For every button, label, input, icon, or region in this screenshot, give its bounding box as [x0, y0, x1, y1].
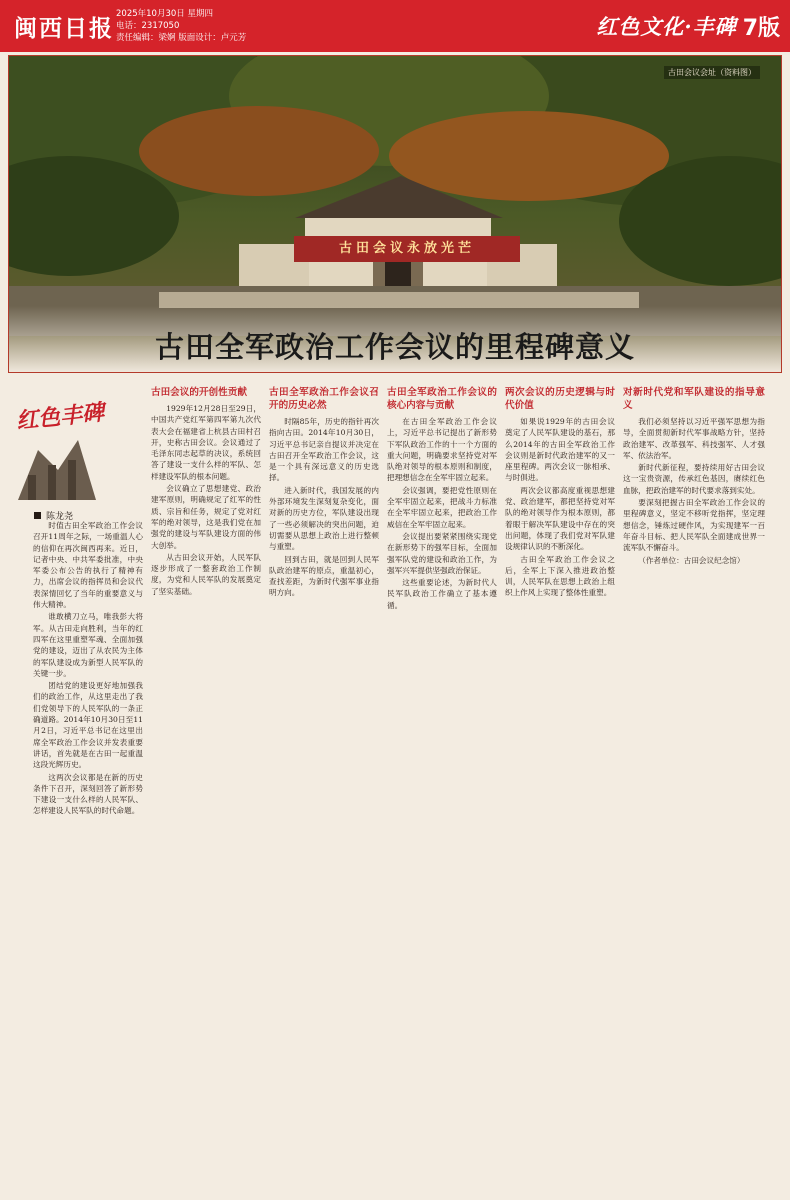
masthead: 闽西日报: [14, 15, 114, 42]
paragraph: 会议确立了思想建党、政治建军原则，明确规定了红军的性质、宗旨和任务，规定了党对红军的绝对领导，这是我们党在加强党的建设与军队建设方面的伟大创举。: [151, 484, 261, 550]
author-affiliation: （作者单位：古田会议纪念馆）: [638, 555, 745, 565]
section-heading: 古田会议的开创性贡献: [151, 387, 247, 398]
paragraph: 从古田会议开始，人民军队逐步形成了一整套政治工作制度，为党和人民军队的发展奠定了坚实基础。: [151, 552, 261, 596]
phone: 电话：2317050: [116, 21, 180, 31]
paragraph: 谁敢横刀立马，唯我彭大将军。从古田走向胜利，当年的红四军在这里重塑军魂、全面加强党的建设，迈出了从农民为主体的军队建设成为新型人民军队的关键一步。: [33, 612, 143, 678]
paragraph: 1929年12月28日至29日，中国共产党红军第四军第九次代表大会在福建省上杭县古田村召开，史称古田会议。会议通过了毛泽东同志起草的决议，系统回答了建设一支什么样的军队、怎样建设军队的根本问题。: [151, 404, 261, 481]
editor: 责任编辑：梁婀: [116, 33, 176, 43]
paragraph: 时隔85年，历史的指针再次指向古田。2014年10月30日，习近平总书记亲自提议并决定在古田召开全军政治工作会议，这是一个具有深远意义的历史选择。: [269, 417, 379, 483]
paragraph: 这两次会议都是在新的历史条件下召开，深刻回答了新形势下建设一支什么样的人民军队、怎样建设人民军队的时代命题。: [33, 772, 143, 816]
paragraph: 我们必须坚持以习近平强军思想为指导，全面贯彻新时代军事战略方针，坚持政治建军、改革强军、科技强军、人才强军、依法治军。: [623, 417, 765, 460]
paragraph: 古田全军政治工作会议之后，全军上下深入推进政治整训，人民军队在思想上政治上组织上作风上实现了整体性重塑。: [505, 554, 615, 598]
issue-date: 2025年10月30日: [116, 9, 185, 19]
column-name: 红色文化·丰碑: [596, 14, 737, 39]
article-body: [8, 380, 782, 1185]
author-name: 陈龙尧: [46, 512, 74, 522]
newspaper-header: [0, 0, 790, 52]
paragraph: 新时代新征程，要持续用好古田会议这一宝贵资源，传承红色基因，赓续红色血脉，把政治建军的时代要求落到实处。: [623, 463, 765, 495]
column-stamp: 红色丰碑: [15, 399, 106, 435]
paragraph: 时值古田全军政治工作会议召开11周年之际，一场重温人心的信仰在再次闽西再来。近日，记者中央、中共军委批准，中央军委公布公告的执行了精神有力，出席会议的指挥员和会议代表深情回忆了当年的重要意义与伟大精神。: [33, 521, 143, 610]
section-heading: 古田全军政治工作会议召开的历史必然: [269, 387, 379, 411]
paragraph: 如果说1929年的古田会议奠定了人民军队建设的基石，那么2014年的古田全军政治工作会议则是新时代政治建军的又一座里程碑。两次会议一脉相承、与时俱进。: [505, 417, 615, 483]
paragraph: 会议强调，要把党性原则在全军牢固立起来，把战斗力标准在全军牢固立起来，把政治工作威信在全军牢固立起来。: [387, 485, 497, 529]
paragraph: 会议提出要紧紧围绕实现党在新形势下的强军目标，全面加强军队党的建设和政治工作，为强军兴军提供坚强政治保证。: [387, 531, 497, 575]
column-banner: [596, 8, 780, 44]
issue-info: [116, 8, 246, 44]
article-title: 古田全军政治工作会议的里程碑意义: [154, 330, 635, 364]
paragraph: 要深刻把握古田全军政治工作会议的里程碑意义，坚定不移听党指挥，坚定理想信念，锤炼过硬作风，为实现建军一百年奋斗目标、把人民军队全面建成世界一流军队不懈奋斗。: [623, 498, 765, 553]
section-heading: 古田全军政治工作会议的核心内容与贡献: [387, 387, 497, 411]
paragraph: 进入新时代，我国发展的内外部环境发生深刻复杂变化，面对新的历史方位，军队建设出现了一些必须解决的突出问题，迫切需要从思想上政治上进行整顿与重塑。: [269, 485, 379, 552]
text-column: [623, 380, 765, 1185]
paragraph: 两次会议都高度重视思想建党、政治建军，都把坚持党对军队的绝对领导作为根本原则，都着眼于解决军队建设中存在的突出问题，体现了我们党对军队建设规律认识的不断深化。: [505, 485, 615, 552]
text-column: [151, 380, 261, 1185]
paragraph: 回到古田，就是回到人民军队政治建军的原点，重温初心，查找差距，为新时代强军事业指明方向。: [269, 554, 379, 598]
page-number: 7版: [742, 15, 780, 41]
section-heading: 对新时代党和军队建设的指导意义: [623, 387, 765, 411]
proofreader: 版面设计：卢元芳: [178, 33, 247, 43]
section-heading: 两次会议的历史逻辑与时代价值: [505, 387, 615, 411]
text-column: [387, 380, 497, 1185]
paragraph: 团结党的建设更好地加强我们的政治工作，从这里走出了我们党领导下的人民军队的一条正确道路。2014年10月30日至11月2日，习近平总书记在这里出席全军政治工作会议并发表重要讲话，首先就是在古田一起重温这段光辉历史。: [33, 681, 143, 770]
photo-caption: 古田会议会址（资料图）: [664, 66, 760, 79]
text-column: [33, 520, 143, 1185]
paragraph: 在古田全军政治工作会议上，习近平总书记提出了新形势下军队政治工作的十一个方面的重大问题，明确要求坚持党对军队绝对领导的根本原则和制度，把理想信念在全军牢固立起来。: [387, 417, 497, 483]
issue-weekday: 星期四: [187, 9, 213, 19]
text-column: [505, 380, 615, 1185]
paragraph: 这些重要论述，为新时代人民军队政治工作确立了基本遵循。: [387, 578, 497, 610]
site-sign: 古田会议永放光芒: [294, 236, 520, 262]
text-column: [269, 380, 379, 1185]
